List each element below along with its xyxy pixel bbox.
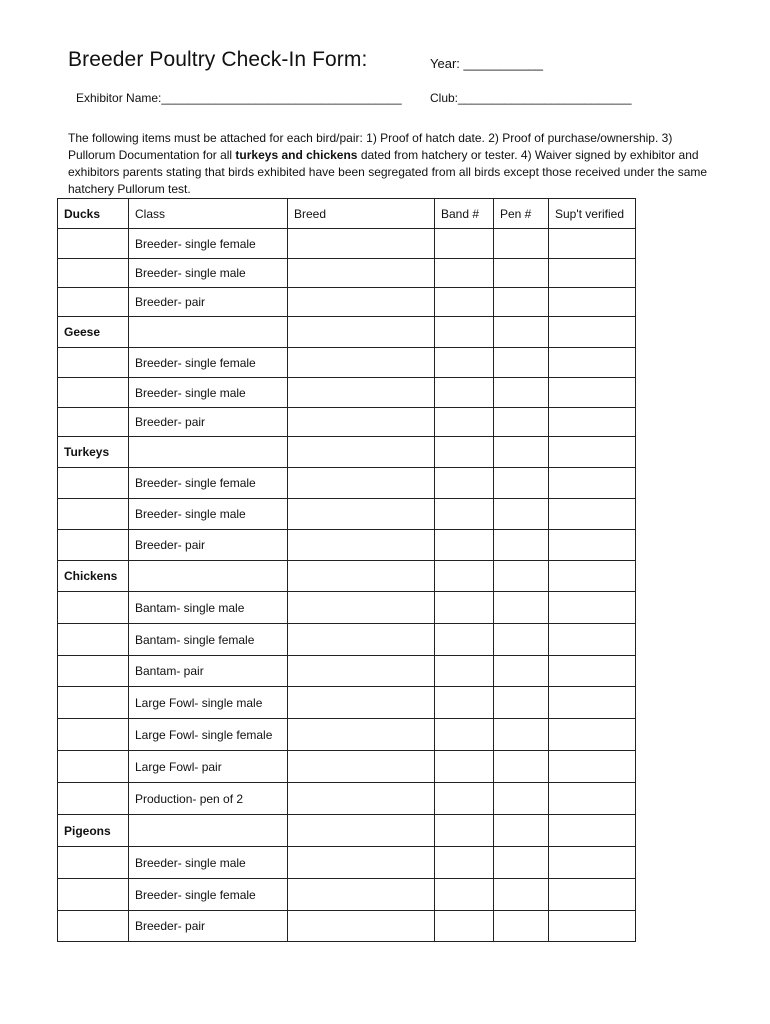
verified-cell[interactable] xyxy=(549,468,636,499)
instructions-bold-text: turkeys and chickens xyxy=(235,148,358,162)
instructions-text-1: The following items must be attached for each bird/pair: 1) Proof of hatch date. 2) Proof of purchase/ownership. 3) Pullorum Documentation for all xyxy=(68,131,673,162)
table-row xyxy=(58,687,636,719)
class-cell: Production- pen of 2 xyxy=(129,783,288,815)
class-cell: Breeder- single male xyxy=(129,847,288,879)
pen-cell[interactable] xyxy=(494,468,549,499)
header-supt-verified: Sup't verified xyxy=(549,199,636,229)
breed-cell[interactable] xyxy=(288,317,435,348)
pen-cell[interactable] xyxy=(494,847,549,879)
verified-cell[interactable] xyxy=(549,530,636,561)
category-cell xyxy=(58,408,129,437)
breed-cell[interactable] xyxy=(288,783,435,815)
class-cell: Bantam- pair xyxy=(129,656,288,687)
category-row-chickens xyxy=(58,561,636,592)
verified-cell[interactable] xyxy=(549,911,636,942)
pen-cell[interactable] xyxy=(494,288,549,317)
category-cell: Turkeys xyxy=(58,437,129,468)
verified-cell[interactable] xyxy=(549,719,636,751)
verified-cell[interactable] xyxy=(549,437,636,468)
band-cell[interactable] xyxy=(435,624,494,656)
pen-cell[interactable] xyxy=(494,499,549,530)
category-cell xyxy=(58,348,129,378)
category-cell xyxy=(58,751,129,783)
band-cell[interactable] xyxy=(435,656,494,687)
band-cell[interactable] xyxy=(435,229,494,259)
breed-cell[interactable] xyxy=(288,468,435,499)
table-row xyxy=(58,847,636,879)
table-row xyxy=(58,624,636,656)
table-row xyxy=(58,229,636,259)
class-cell: Large Fowl- pair xyxy=(129,751,288,783)
class-cell: Breeder- single female xyxy=(129,468,288,499)
verified-cell[interactable] xyxy=(549,687,636,719)
breed-cell[interactable] xyxy=(288,378,435,408)
pen-cell[interactable] xyxy=(494,259,549,288)
verified-cell[interactable] xyxy=(549,499,636,530)
band-cell[interactable] xyxy=(435,408,494,437)
class-cell: Breeder- single female xyxy=(129,348,288,378)
category-cell xyxy=(58,719,129,751)
band-cell[interactable] xyxy=(435,592,494,624)
class-cell: Breeder- single male xyxy=(129,378,288,408)
pen-cell[interactable] xyxy=(494,561,549,592)
pen-cell[interactable] xyxy=(494,783,549,815)
pen-cell[interactable] xyxy=(494,624,549,656)
class-cell: Bantam- single male xyxy=(129,592,288,624)
header-ducks: Ducks xyxy=(58,199,129,229)
band-cell[interactable] xyxy=(435,468,494,499)
exhibitor-name-field[interactable]: Exhibitor Name:____________________________________ xyxy=(76,91,402,105)
category-cell xyxy=(58,499,129,530)
club-field[interactable]: Club:__________________________ xyxy=(430,91,632,105)
breed-cell[interactable] xyxy=(288,751,435,783)
table-row xyxy=(58,592,636,624)
breed-cell[interactable] xyxy=(288,656,435,687)
header-band: Band # xyxy=(435,199,494,229)
class-cell: Bantam- single female xyxy=(129,624,288,656)
table-row xyxy=(58,348,636,378)
verified-cell[interactable] xyxy=(549,348,636,378)
class-cell: Large Fowl- single female xyxy=(129,719,288,751)
category-cell xyxy=(58,592,129,624)
class-cell xyxy=(129,317,288,348)
category-cell xyxy=(58,468,129,499)
category-cell xyxy=(58,229,129,259)
table-row xyxy=(58,408,636,437)
breed-cell[interactable] xyxy=(288,408,435,437)
verified-cell[interactable] xyxy=(549,229,636,259)
category-cell xyxy=(58,530,129,561)
category-row-turkeys xyxy=(58,437,636,468)
verified-cell[interactable] xyxy=(549,751,636,783)
category-cell xyxy=(58,847,129,879)
class-cell: Breeder- single male xyxy=(129,259,288,288)
verified-cell[interactable] xyxy=(549,378,636,408)
pen-cell[interactable] xyxy=(494,592,549,624)
verified-cell[interactable] xyxy=(549,624,636,656)
breed-cell[interactable] xyxy=(288,530,435,561)
breed-cell[interactable] xyxy=(288,288,435,317)
breed-cell[interactable] xyxy=(288,879,435,911)
band-cell[interactable] xyxy=(435,499,494,530)
pen-cell[interactable] xyxy=(494,815,549,847)
header-pen: Pen # xyxy=(494,199,549,229)
pen-cell[interactable] xyxy=(494,348,549,378)
check-in-table xyxy=(57,198,636,942)
pen-cell[interactable] xyxy=(494,317,549,348)
instructions-paragraph xyxy=(68,130,708,198)
pen-cell[interactable] xyxy=(494,656,549,687)
breed-cell[interactable] xyxy=(288,911,435,942)
band-cell[interactable] xyxy=(435,378,494,408)
category-cell xyxy=(58,624,129,656)
pen-cell[interactable] xyxy=(494,530,549,561)
breed-cell[interactable] xyxy=(288,847,435,879)
class-cell: Breeder- pair xyxy=(129,530,288,561)
band-cell[interactable] xyxy=(435,348,494,378)
breed-cell[interactable] xyxy=(288,815,435,847)
table-row xyxy=(58,378,636,408)
breed-cell[interactable] xyxy=(288,348,435,378)
category-cell xyxy=(58,378,129,408)
verified-cell[interactable] xyxy=(549,815,636,847)
category-cell xyxy=(58,687,129,719)
table-row xyxy=(58,468,636,499)
verified-cell[interactable] xyxy=(549,259,636,288)
header-breed: Breed xyxy=(288,199,435,229)
pen-cell[interactable] xyxy=(494,378,549,408)
breed-cell[interactable] xyxy=(288,499,435,530)
table-row xyxy=(58,288,636,317)
band-cell[interactable] xyxy=(435,259,494,288)
form-title: Breeder Poultry Check-In Form: xyxy=(68,48,368,71)
header-class: Class xyxy=(129,199,288,229)
verified-cell[interactable] xyxy=(549,288,636,317)
category-cell: Pigeons xyxy=(58,815,129,847)
pen-cell[interactable] xyxy=(494,687,549,719)
table-row xyxy=(58,259,636,288)
band-cell[interactable] xyxy=(435,879,494,911)
breed-cell[interactable] xyxy=(288,592,435,624)
table-row xyxy=(58,879,636,911)
category-row-pigeons xyxy=(58,815,636,847)
pen-cell[interactable] xyxy=(494,751,549,783)
pen-cell[interactable] xyxy=(494,911,549,942)
verified-cell[interactable] xyxy=(549,408,636,437)
breed-cell[interactable] xyxy=(288,719,435,751)
pen-cell[interactable] xyxy=(494,437,549,468)
table-row xyxy=(58,656,636,687)
table-row xyxy=(58,530,636,561)
instructions-text-2: dated from hatchery or tester. 4) Waiver signed by exhibitor and exhibitors parents stating that birds exhibited have been segregated from all birds except those received under the same hatchery Pullorum test. xyxy=(68,148,708,196)
class-cell: Breeder- single female xyxy=(129,229,288,259)
verified-cell[interactable] xyxy=(549,879,636,911)
class-cell xyxy=(129,815,288,847)
band-cell[interactable] xyxy=(435,437,494,468)
class-cell: Breeder- pair xyxy=(129,408,288,437)
band-cell[interactable] xyxy=(435,561,494,592)
breed-cell[interactable] xyxy=(288,229,435,259)
verified-cell[interactable] xyxy=(549,592,636,624)
band-cell[interactable] xyxy=(435,317,494,348)
category-cell xyxy=(58,656,129,687)
verified-cell[interactable] xyxy=(549,317,636,348)
band-cell[interactable] xyxy=(435,751,494,783)
table-row xyxy=(58,499,636,530)
breed-cell[interactable] xyxy=(288,437,435,468)
class-cell: Large Fowl- single male xyxy=(129,687,288,719)
band-cell[interactable] xyxy=(435,911,494,942)
band-cell[interactable] xyxy=(435,815,494,847)
breed-cell[interactable] xyxy=(288,561,435,592)
pen-cell[interactable] xyxy=(494,719,549,751)
year-field[interactable]: Year: ___________ xyxy=(430,56,544,71)
band-cell[interactable] xyxy=(435,783,494,815)
verified-cell[interactable] xyxy=(549,656,636,687)
class-cell: Breeder- pair xyxy=(129,288,288,317)
category-row-geese xyxy=(58,317,636,348)
pen-cell[interactable] xyxy=(494,879,549,911)
table-row xyxy=(58,911,636,942)
category-cell: Chickens xyxy=(58,561,129,592)
category-cell xyxy=(58,288,129,317)
table-header-row xyxy=(58,199,636,229)
verified-cell[interactable] xyxy=(549,783,636,815)
category-cell xyxy=(58,783,129,815)
band-cell[interactable] xyxy=(435,719,494,751)
pen-cell[interactable] xyxy=(494,229,549,259)
class-cell: Breeder- single female xyxy=(129,879,288,911)
table-row xyxy=(58,751,636,783)
band-cell[interactable] xyxy=(435,847,494,879)
category-cell xyxy=(58,911,129,942)
band-cell[interactable] xyxy=(435,288,494,317)
verified-cell[interactable] xyxy=(549,847,636,879)
band-cell[interactable] xyxy=(435,687,494,719)
category-cell: Geese xyxy=(58,317,129,348)
class-cell: Breeder- single male xyxy=(129,499,288,530)
pen-cell[interactable] xyxy=(494,408,549,437)
breed-cell[interactable] xyxy=(288,687,435,719)
breed-cell[interactable] xyxy=(288,624,435,656)
class-cell xyxy=(129,561,288,592)
breed-cell[interactable] xyxy=(288,259,435,288)
table-row xyxy=(58,783,636,815)
class-cell: Breeder- pair xyxy=(129,911,288,942)
table-row xyxy=(58,719,636,751)
category-cell xyxy=(58,259,129,288)
band-cell[interactable] xyxy=(435,530,494,561)
verified-cell[interactable] xyxy=(549,561,636,592)
class-cell xyxy=(129,437,288,468)
category-cell xyxy=(58,879,129,911)
